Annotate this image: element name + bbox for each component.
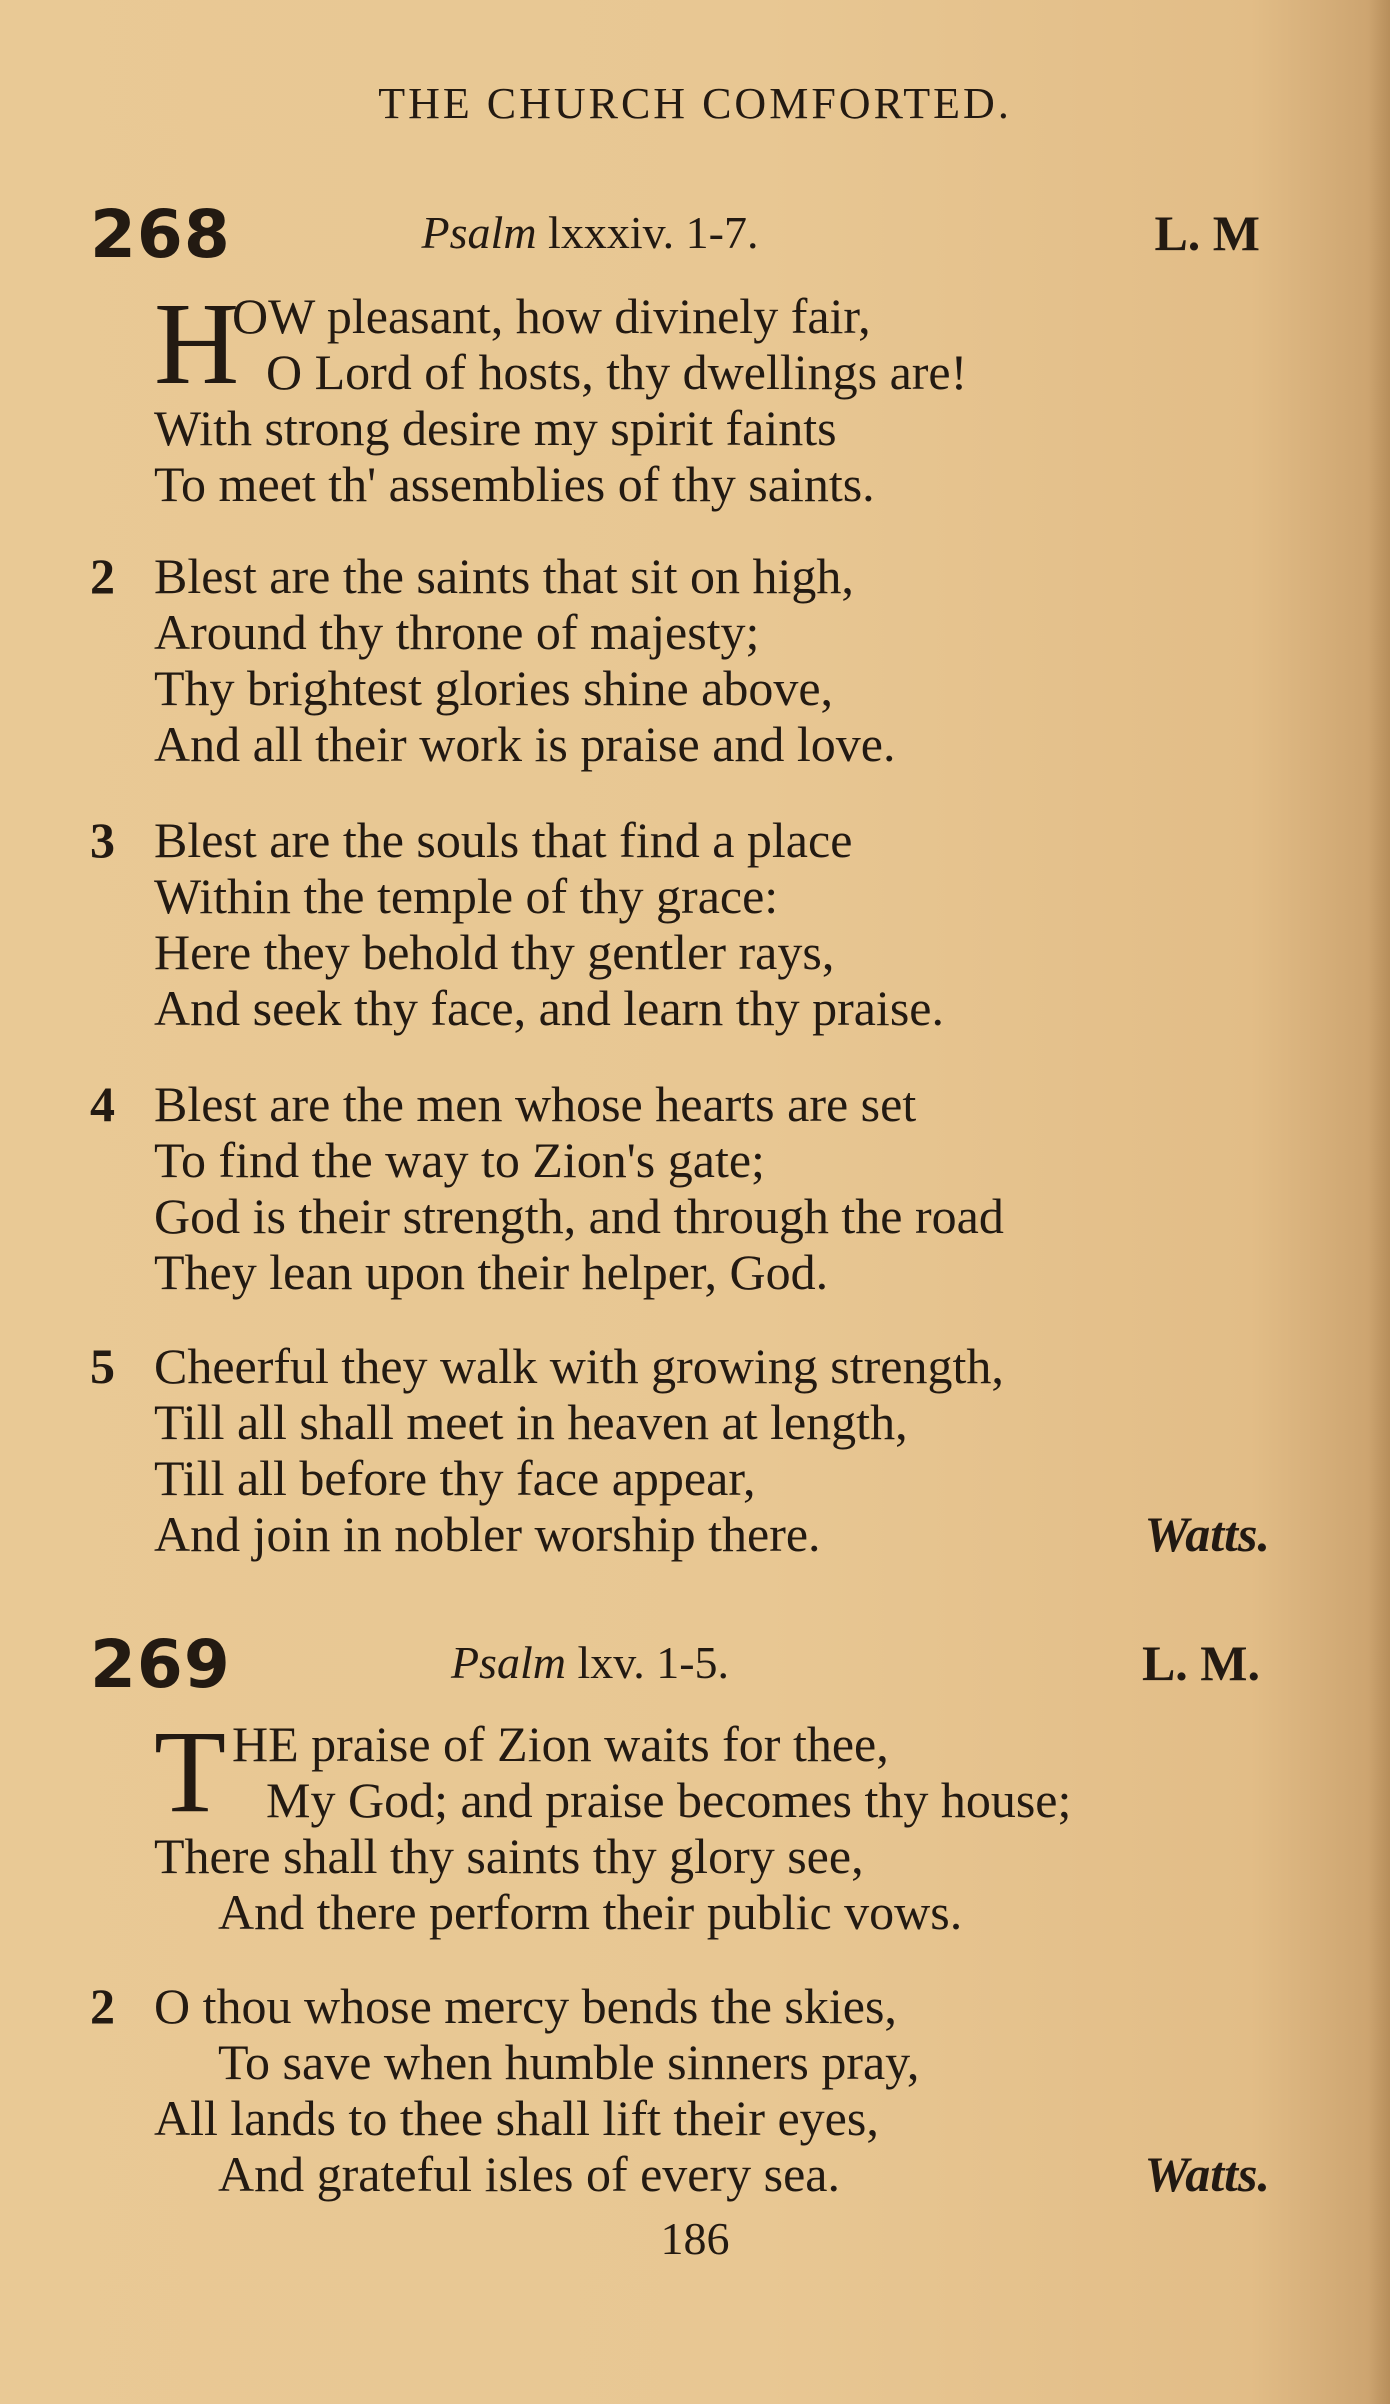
hymn-header bbox=[90, 1626, 1260, 1703]
verse-number: 2 bbox=[90, 1978, 115, 2034]
verse-line: All lands to thee shall lift their eyes, bbox=[154, 2090, 879, 2146]
verse-line: O thou whose mercy bends the skies, bbox=[154, 1978, 897, 2034]
verse-line: And seek thy face, and learn thy praise. bbox=[154, 980, 944, 1036]
source-reference: lxv. 1-5. bbox=[577, 1637, 730, 1688]
hymn-source bbox=[90, 206, 1090, 259]
source-reference: lxxxiv. 1-7. bbox=[548, 207, 759, 258]
hymn-author: Watts. bbox=[1144, 1506, 1270, 1562]
verse-number: 3 bbox=[90, 812, 115, 868]
verse bbox=[90, 1338, 1270, 1562]
verse-line: God is their strength, and through the road bbox=[154, 1188, 1004, 1244]
hymn-meter: L. M. bbox=[1141, 1635, 1260, 1691]
verse bbox=[90, 1978, 1270, 2202]
verse-line: Till all shall meet in heaven at length, bbox=[154, 1394, 908, 1450]
source-book: Psalm bbox=[421, 207, 537, 258]
verse-line: Around thy throne of majesty; bbox=[154, 604, 760, 660]
verse bbox=[90, 548, 1270, 772]
page-number: 186 bbox=[660, 2213, 730, 2264]
verse-line: To find the way to Zion's gate; bbox=[154, 1132, 765, 1188]
verse-line: OW pleasant, how divinely fair, bbox=[232, 288, 871, 344]
running-head: THE CHURCH COMFORTED. bbox=[378, 79, 1012, 128]
verse-line: And join in nobler worship there. Watts. bbox=[154, 1506, 1270, 1562]
drop-cap: H bbox=[154, 278, 240, 409]
verse-line: My God; and praise becomes thy house; bbox=[266, 1772, 1072, 1828]
hymn-meter: L. M bbox=[1154, 205, 1260, 261]
verse-number: 4 bbox=[90, 1076, 115, 1132]
verse-line: And grateful isles of every sea. Watts. bbox=[218, 2146, 1270, 2202]
verse-line: And there perform their public vows. bbox=[218, 1884, 963, 1940]
verse-line: Cheerful they walk with growing strength, bbox=[154, 1338, 1004, 1394]
verse-line: Till all before thy face appear, bbox=[154, 1450, 756, 1506]
verse-line: There shall thy saints thy glory see, bbox=[154, 1828, 864, 1884]
verse-line: Blest are the saints that sit on high, bbox=[154, 548, 854, 604]
verse-line: To save when humble sinners pray, bbox=[218, 2034, 920, 2090]
verse-line: Thy brightest glories shine above, bbox=[154, 660, 834, 716]
verse-line: They lean upon their helper, God. bbox=[154, 1244, 829, 1300]
verse-line: O Lord of hosts, thy dwellings are! bbox=[266, 344, 968, 400]
page-edge-shadow bbox=[1368, 0, 1390, 2404]
verse-line: Blest are the souls that find a place bbox=[154, 812, 853, 868]
verse bbox=[90, 278, 1270, 512]
verse-number: 5 bbox=[90, 1338, 115, 1394]
source-book: Psalm bbox=[450, 1637, 566, 1688]
verse bbox=[90, 1076, 1270, 1300]
verse-line: Here they behold thy gentler rays, bbox=[154, 924, 835, 980]
verse bbox=[90, 812, 1270, 1036]
hymn-author: Watts. bbox=[1144, 2146, 1270, 2202]
verse-line: And all their work is praise and love. bbox=[154, 716, 896, 772]
hymn-source bbox=[90, 1636, 1090, 1689]
verse-line: To meet th' assemblies of thy saints. bbox=[154, 456, 875, 512]
verse-number: 2 bbox=[90, 548, 115, 604]
verse-line: With strong desire my spirit faints bbox=[154, 400, 837, 456]
hymn-number: 268 bbox=[90, 196, 231, 273]
verse-line: Within the temple of thy grace: bbox=[154, 868, 779, 924]
verse-line: Blest are the men whose hearts are set bbox=[154, 1076, 917, 1132]
verse bbox=[90, 1706, 1270, 1940]
hymn-header bbox=[90, 196, 1260, 273]
verse-line: HE praise of Zion waits for thee, bbox=[232, 1716, 889, 1772]
hymn-number: 269 bbox=[90, 1626, 231, 1703]
drop-cap: T bbox=[154, 1706, 227, 1837]
